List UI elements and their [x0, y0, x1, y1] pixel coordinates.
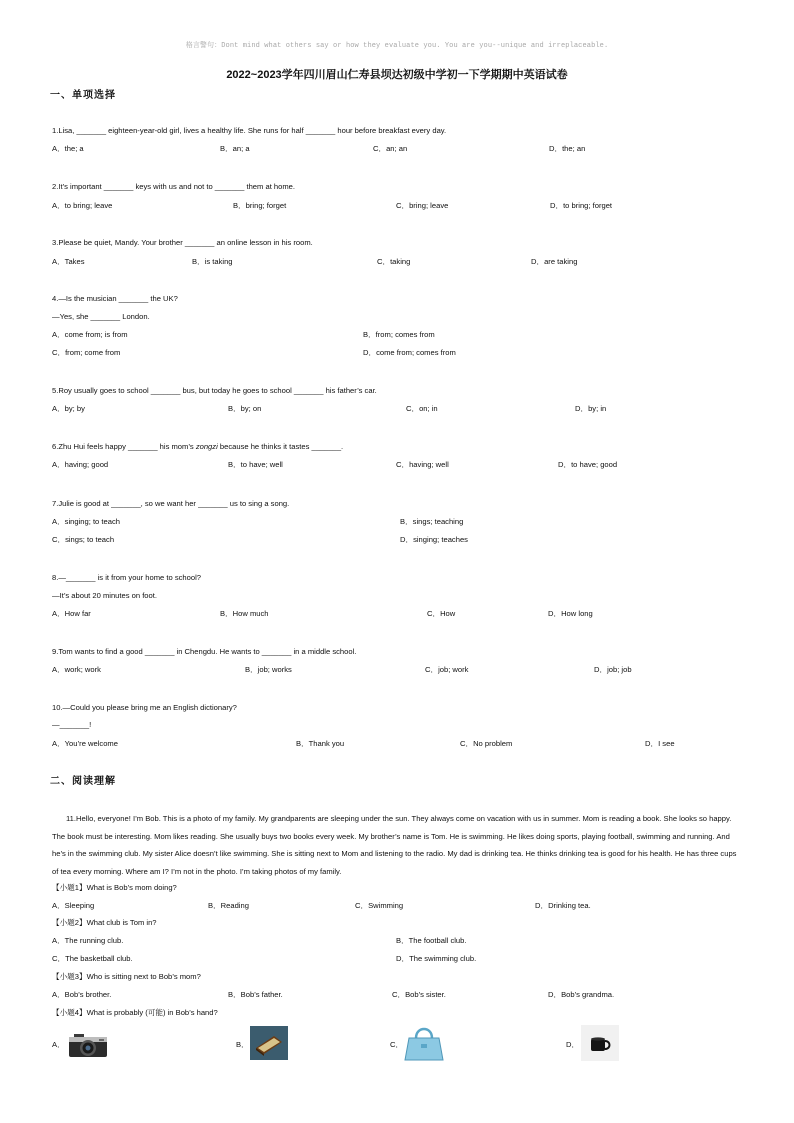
- q2-option-b[interactable]: B．bring; forget: [233, 201, 287, 210]
- question-10-line-1: 10.—Could you please bring me an English dictionary?: [52, 703, 237, 712]
- q9-option-d[interactable]: D．job; job: [594, 665, 632, 674]
- q6-option-c[interactable]: C．having; well: [396, 460, 449, 469]
- q2-option-d[interactable]: D．to bring; forget: [550, 201, 613, 210]
- sub2-option-d[interactable]: D．The swimming club.: [396, 954, 477, 963]
- sub1-option-d[interactable]: D．Drinking tea.: [535, 901, 591, 910]
- q8-option-d[interactable]: D．How long: [548, 609, 593, 618]
- sub1-option-a[interactable]: A．Sleeping: [52, 901, 95, 910]
- q3-option-c[interactable]: C．taking: [377, 257, 411, 266]
- page-title: 2022~2023学年四川眉山仁寿县坝达初级中学初一下学期期中英语试卷: [226, 69, 568, 81]
- camera-icon[interactable]: [66, 1029, 110, 1061]
- sub1-option-c[interactable]: C．Swimming: [355, 901, 404, 910]
- question-9: 9.Tom wants to find a good _______ in Chengdu. He wants to _______ in a middle school.: [52, 647, 357, 656]
- sub4-option-c[interactable]: C．: [390, 1040, 404, 1049]
- q10-option-d[interactable]: D．I see: [645, 739, 675, 748]
- sub4-option-a[interactable]: A．: [52, 1040, 65, 1049]
- q3-option-b[interactable]: B．is taking: [192, 257, 233, 266]
- q5-option-d[interactable]: D．by; in: [575, 404, 607, 413]
- question-4-line-1: 4.—Is the musician _______ the UK?: [52, 294, 178, 303]
- sub2-option-b[interactable]: B．The football club.: [396, 936, 467, 945]
- q6-option-a[interactable]: A．having; good: [52, 460, 109, 469]
- sub4-option-d[interactable]: D．: [566, 1040, 580, 1049]
- q10-option-a[interactable]: A．You’re welcome: [52, 739, 118, 748]
- sub1-option-b[interactable]: B．Reading: [208, 901, 249, 910]
- question-4-line-2: —Yes, she _______ London.: [52, 312, 150, 321]
- reading-passage: 11.Hello, everyone! I’m Bob. This is a photo of my family. My grandparents are sleeping under the sun. They always come on vacation with us in summer. Mom is reading a book. She looks so happy. The book must be interesting. Mom likes reading. She usually buys two books every week. My brother’s name is Tom. He is swimming. He likes doing sports, playing football, swimming and running. And he’s in the swimming club. My sister Alice doesn’t like swimming. She is sitting next to Mom and listening to the radio. My dad is drinking tea. He thinks drinking tea is good for his health. He has three cups of tea every morning. Where am I? I’m not in the photo. I’m taking photos of my family.: [52, 814, 737, 876]
- question-5: 5.Roy usually goes to school _______ bus, but today he goes to school _______ his father’s car.: [52, 386, 377, 395]
- q1-option-d[interactable]: D．the; an: [549, 144, 586, 153]
- q6-option-b[interactable]: B．to have; well: [228, 460, 283, 469]
- q5-option-c[interactable]: C．on; in: [406, 404, 438, 413]
- sub2-option-a[interactable]: A．The running club.: [52, 936, 124, 945]
- q3-option-a[interactable]: A．Takes: [52, 257, 85, 266]
- question-1: 1.Lisa, _______ eighteen-year-old girl, lives a healthy life. She runs for half _______ hour before breakfast every day.: [52, 126, 447, 135]
- question-8-line-2: —It’s about 20 minutes on foot.: [52, 591, 157, 600]
- section-heading-2: 二、阅读理解: [50, 776, 116, 787]
- q1-option-c[interactable]: C．an; an: [373, 144, 408, 153]
- q7-option-b[interactable]: B．sings; teaching: [400, 517, 464, 526]
- q10-option-c[interactable]: C．No problem: [460, 739, 513, 748]
- mug-icon[interactable]: [581, 1025, 619, 1061]
- sub3-option-d[interactable]: D．Bob’s grandma.: [548, 990, 615, 999]
- sub-question-4: 【小题4】What is probably (可能) in Bob’s hand?: [52, 1008, 218, 1017]
- q6-option-d[interactable]: D．to have; good: [558, 460, 618, 469]
- sub-question-2: 【小题2】What club is Tom in?: [52, 918, 157, 927]
- q7-option-d[interactable]: D．singing; teaches: [400, 535, 468, 544]
- q1-option-a[interactable]: A．the; a: [52, 144, 84, 153]
- q7-option-a[interactable]: A．singing; to teach: [52, 517, 120, 526]
- q10-option-b[interactable]: B．Thank you: [296, 739, 345, 748]
- question-2: 2.It’s important _______ keys with us and not to _______ them at home.: [52, 182, 296, 191]
- q1-option-b[interactable]: B．an; a: [220, 144, 250, 153]
- q9-option-b[interactable]: B．job; works: [245, 665, 292, 674]
- sub3-option-a[interactable]: A．Bob’s brother.: [52, 990, 112, 999]
- question-10-line-2: —_______!: [52, 720, 92, 729]
- sub-question-3: 【小题3】Who is sitting next to Bob’s mom?: [52, 972, 201, 981]
- q8-option-b[interactable]: B．How much: [220, 609, 269, 618]
- q4-option-b[interactable]: B．from; comes from: [363, 330, 435, 339]
- question-8-line-1: 8.—_______ is it from your home to school?: [52, 573, 202, 582]
- q4-option-c[interactable]: C．from; come from: [52, 348, 121, 357]
- q2-option-c[interactable]: C．bring; leave: [396, 201, 449, 210]
- sub3-option-b[interactable]: B．Bob’s father.: [228, 990, 283, 999]
- q7-option-c[interactable]: C．sings; to teach: [52, 535, 115, 544]
- q2-option-a[interactable]: A．to bring; leave: [52, 201, 113, 210]
- question-7: 7.Julie is good at _______, so we want her _______ us to sing a song.: [52, 499, 290, 508]
- q9-option-c[interactable]: C．job; work: [425, 665, 469, 674]
- sub3-option-c[interactable]: C．Bob’s sister.: [392, 990, 446, 999]
- motto-line: 格言警句：Dont mind what others say or how they evaluate you. You are you--unique and irreplaceable.: [185, 42, 609, 50]
- book-icon[interactable]: [250, 1026, 288, 1060]
- sub2-option-c[interactable]: C．The basketball club.: [52, 954, 133, 963]
- q9-option-a[interactable]: A．work; work: [52, 665, 101, 674]
- q3-option-d[interactable]: D．are taking: [531, 257, 578, 266]
- q8-option-a[interactable]: A．How far: [52, 609, 91, 618]
- sub4-option-b[interactable]: B．: [236, 1040, 249, 1049]
- q4-option-a[interactable]: A．come from; is from: [52, 330, 128, 339]
- question-3: 3.Please be quiet, Mandy. Your brother _______ an online lesson in his room.: [52, 238, 313, 247]
- q5-option-b[interactable]: B．by; on: [228, 404, 262, 413]
- sub-question-1: 【小题1】What is Bob’s mom doing?: [52, 883, 177, 892]
- q5-option-a[interactable]: A．by; by: [52, 404, 85, 413]
- q8-option-c[interactable]: C．How: [427, 609, 456, 618]
- question-6: 6.Zhu Hui feels happy _______ his mom’s zongzi because he thinks it tastes _______.: [52, 442, 344, 451]
- q4-option-d[interactable]: D．come from; comes from: [363, 348, 456, 357]
- section-heading-1: 一、单项选择: [50, 90, 116, 101]
- handbag-icon[interactable]: [403, 1022, 445, 1062]
